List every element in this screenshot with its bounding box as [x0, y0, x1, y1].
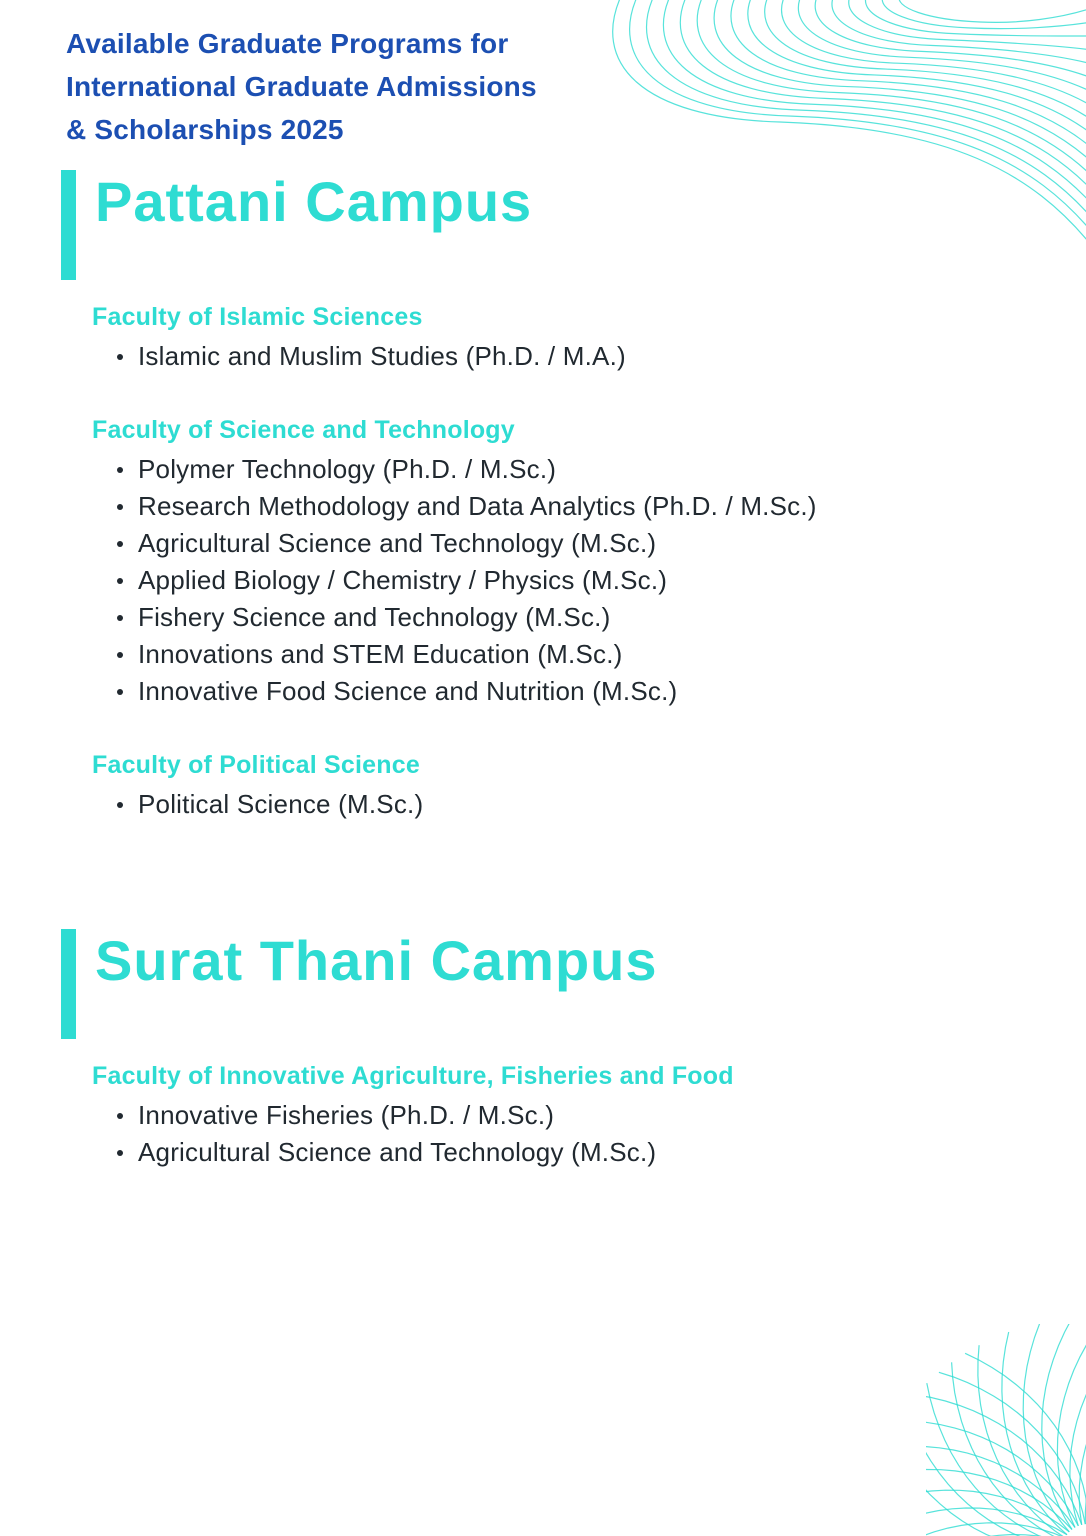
campus-section: [0, 170, 1086, 823]
bullet-icon: [117, 615, 123, 621]
accent-bar: [61, 170, 76, 280]
program-item: [92, 786, 1086, 823]
program-name: Political Science (M.Sc.): [138, 789, 424, 819]
program-name: Agricultural Science and Technology (M.Sc.): [138, 528, 657, 558]
bullet-icon: [117, 1150, 123, 1156]
program-list: [92, 338, 1086, 375]
bullet-icon: [117, 1113, 123, 1119]
faculty-group: [92, 415, 1086, 710]
program-name: Innovative Food Science and Nutrition (M.Sc.): [138, 676, 678, 706]
program-item: [92, 488, 1086, 525]
campus-title: Surat Thani Campus: [95, 929, 658, 992]
header-title-line: Available Graduate Programs for: [66, 28, 509, 59]
bullet-icon: [117, 689, 123, 695]
bullet-icon: [117, 354, 123, 360]
page-header: [66, 22, 537, 151]
bullet-icon: [117, 802, 123, 808]
program-name: Islamic and Muslim Studies (Ph.D. / M.A.): [138, 341, 626, 371]
program-name: Innovative Fisheries (Ph.D. / M.Sc.): [138, 1100, 555, 1130]
bullet-icon: [117, 578, 123, 584]
mesh-globe-icon: [926, 1324, 1086, 1536]
bullet-icon: [117, 541, 123, 547]
program-catalog: [0, 170, 1086, 1171]
campus-title: Pattani Campus: [95, 170, 533, 233]
program-name: Research Methodology and Data Analytics (Ph.D. / M.Sc.): [138, 491, 817, 521]
faculty-name: Faculty of Science and Technology: [92, 416, 515, 444]
program-name: Innovations and STEM Education (M.Sc.): [138, 639, 623, 669]
bullet-icon: [117, 467, 123, 473]
header-title-line: International Graduate Admissions: [66, 71, 537, 102]
program-name: Polymer Technology (Ph.D. / M.Sc.): [138, 454, 557, 484]
campus-title-row: [61, 170, 1086, 280]
program-item: [92, 451, 1086, 488]
program-name: Fishery Science and Technology (M.Sc.): [138, 602, 611, 632]
faculty-group: [92, 750, 1086, 823]
campus-section: [0, 929, 1086, 1171]
program-item: [92, 338, 1086, 375]
faculty-name: Faculty of Innovative Agriculture, Fisheries and Food: [92, 1062, 734, 1090]
faculty-list: [92, 302, 1086, 823]
faculty-name: Faculty of Political Science: [92, 751, 420, 779]
program-name: Agricultural Science and Technology (M.Sc.): [138, 1137, 657, 1167]
faculty-group: [92, 1061, 1086, 1171]
program-name: Applied Biology / Chemistry / Physics (M.Sc.): [138, 565, 668, 595]
accent-bar: [61, 929, 76, 1039]
header-title-line: & Scholarships 2025: [66, 114, 344, 145]
faculty-name: Faculty of Islamic Sciences: [92, 303, 423, 331]
program-list: [92, 786, 1086, 823]
program-list: [92, 451, 1086, 710]
faculty-list: [92, 1061, 1086, 1171]
faculty-group: [92, 302, 1086, 375]
program-item: [92, 673, 1086, 710]
campus-title-row: [61, 929, 1086, 1039]
program-item: [92, 1134, 1086, 1171]
bullet-icon: [117, 652, 123, 658]
program-item: [92, 636, 1086, 673]
program-item: [92, 1097, 1086, 1134]
program-list: [92, 1097, 1086, 1171]
program-item: [92, 562, 1086, 599]
program-item: [92, 525, 1086, 562]
bullet-icon: [117, 504, 123, 510]
program-item: [92, 599, 1086, 636]
